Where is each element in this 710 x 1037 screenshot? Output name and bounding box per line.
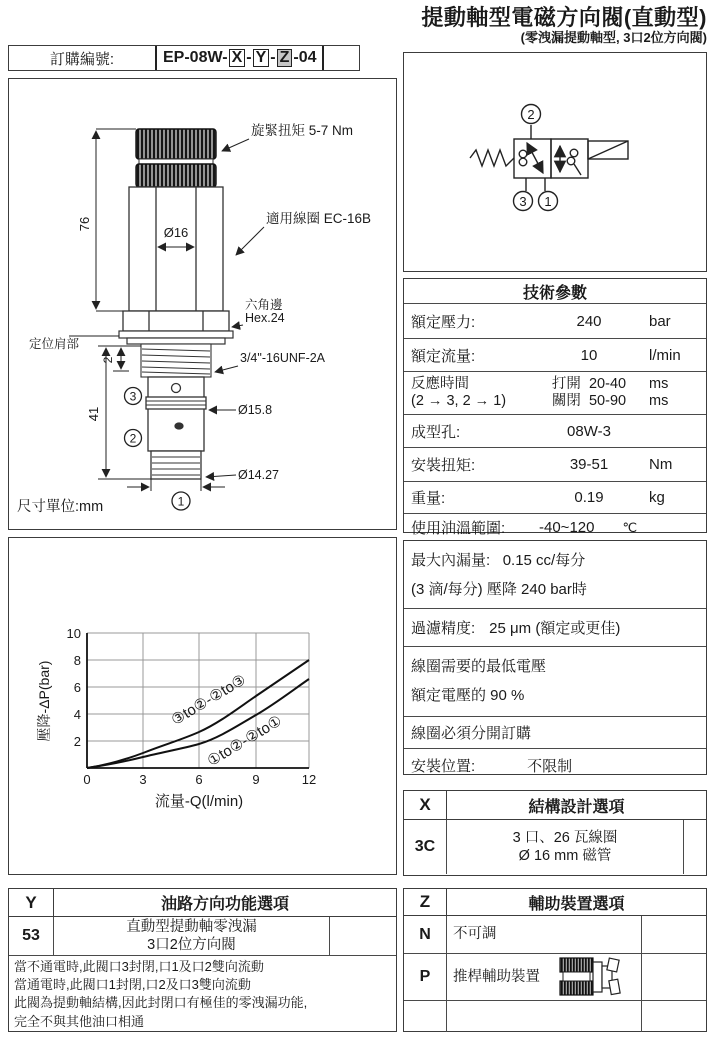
thread-section — [141, 344, 211, 377]
z-option-row-p — [404, 954, 706, 1001]
symbol-port-3 — [514, 192, 533, 211]
install-torque-label: 安裝扭矩: — [411, 457, 476, 474]
leakage-condition: (3 滴/每分) 壓降 240 bar時 — [411, 580, 587, 598]
x-option-description — [447, 820, 684, 874]
response-time-units — [649, 376, 699, 409]
x-option-row-3c — [404, 820, 706, 874]
z-option-row-n — [404, 916, 706, 954]
cavity-label: 成型孔: — [411, 423, 461, 441]
leakage-label: 最大內漏量: — [411, 552, 491, 569]
z-options-header — [404, 889, 706, 916]
chart-xlabel: 流量-Q(l/min) — [154, 793, 244, 810]
rated-pressure-value: 240 — [576, 312, 602, 330]
x-option-line1: 3 口、26 瓦線圈 — [512, 829, 618, 846]
chart-ylabel: 壓降-ΔP(bar) — [36, 660, 52, 742]
poppet-stem — [574, 164, 581, 175]
y-option-empty-cell — [330, 917, 396, 955]
port-1-marker — [172, 492, 190, 510]
coil-callout: 適用線圈 EC-16B — [266, 211, 372, 226]
z-option-n-text: 不可調 — [453, 926, 497, 943]
symbol-port-3-number: 3 — [519, 194, 527, 209]
oil-temp-row — [404, 513, 706, 541]
z-empty-key — [404, 1001, 447, 1032]
function-note-4: 完全不與其他油口相通 — [14, 1013, 145, 1029]
y-options-title: 油路方向功能選項 — [160, 896, 289, 913]
d16-label: Ø16 — [163, 225, 189, 240]
z-option-empty-row — [404, 1001, 706, 1032]
port-1-number: 1 — [177, 494, 185, 509]
solenoid-symbol — [588, 141, 628, 159]
weight-unit: kg — [649, 489, 665, 506]
weight-row — [404, 481, 706, 513]
bottom-dimension — [127, 479, 225, 491]
x-option-empty-cell — [684, 820, 706, 874]
z-option-p-empty-cell — [642, 954, 706, 1000]
valve-drawing-panel — [8, 78, 397, 530]
z-option-p-code: P — [404, 954, 447, 1000]
function-note-1: 當不通電時,此閥口3封閉,口1及口2雙向流動 — [14, 959, 264, 974]
port-3-number: 3 — [129, 389, 137, 404]
z-option-n-empty-cell — [642, 916, 706, 953]
poppet-symbol-right — [570, 149, 578, 157]
response-close-label: 關閉 — [551, 393, 581, 409]
xtick-0: 0 — [83, 772, 91, 787]
dim-2-label: 2 — [101, 356, 115, 364]
x-options-header — [404, 791, 706, 820]
z-empty-side — [642, 1001, 706, 1032]
pressure-drop-chart — [9, 538, 395, 873]
symbol-port-2-number: 2 — [527, 107, 535, 122]
leakage-row — [404, 541, 706, 608]
function-note-2: 當通電時,此閥口1封閉,口2及口3雙向流動 — [14, 977, 251, 993]
symbol-port-1-number: 1 — [544, 194, 552, 209]
filtration-row — [404, 608, 706, 646]
x-tick-labels — [83, 772, 316, 787]
order-number-empty-cell — [324, 46, 359, 70]
filtration-value: 25 μm (額定或更佳) — [489, 620, 621, 637]
rated-pressure-unit: bar — [649, 312, 671, 330]
thread-callout: 3/4"-16UNF-2A — [240, 351, 326, 365]
order-code-sep: - — [246, 49, 252, 66]
symbol-port-1 — [539, 192, 558, 211]
locating-shoulder — [119, 331, 233, 344]
x-option-line2: Ø 16 mm 磁管 — [518, 848, 612, 864]
response-time-values — [529, 376, 649, 409]
y-option-row-53 — [9, 917, 396, 955]
order-number-table — [8, 45, 360, 71]
curve-label-lower: ①to②-②to① — [204, 712, 285, 771]
response-open-value: 20-40 — [588, 376, 627, 393]
mount-position-row — [404, 748, 706, 781]
poppet-symbol-left — [519, 150, 527, 158]
rated-pressure-label: 額定壓力: — [411, 313, 476, 331]
pressure-drop-chart-panel — [8, 537, 397, 875]
coil-voltage-line2: 額定電壓的 90 % — [411, 686, 525, 704]
rated-flow-value: 10 — [580, 346, 598, 364]
torque-callout: 旋緊扭矩 5-7 Nm — [251, 123, 354, 138]
order-code-suffix: -04 — [293, 49, 317, 66]
xtick-9: 9 — [252, 772, 260, 787]
y-option-code: 53 — [9, 917, 54, 955]
rated-flow-row — [404, 338, 706, 371]
order-code-prefix: EP-08W- — [163, 49, 228, 66]
cavity-row — [404, 414, 706, 447]
z-options-table — [403, 888, 707, 1032]
poppet-symbol-right-2 — [567, 157, 575, 165]
y-options-header — [9, 889, 396, 917]
coil-body — [129, 187, 223, 311]
xtick-6: 6 — [195, 772, 203, 787]
tech-params-table — [403, 278, 707, 537]
ytick-4: 4 — [73, 707, 81, 722]
z-option-p-description — [447, 954, 642, 1000]
x-options-table — [403, 790, 707, 876]
push-pin-option-icon — [558, 956, 622, 998]
response-close-value: 50-90 — [588, 393, 627, 409]
port-2-marker — [125, 430, 142, 447]
response-unit-close: ms — [649, 393, 669, 409]
ytick-10: 10 — [66, 626, 81, 641]
page-title: 提動軸型電磁方向閥(直動型) — [421, 5, 707, 30]
dimension-unit-note: 尺寸單位:mm — [17, 499, 104, 515]
x-options-title: 結構設計選項 — [528, 798, 625, 816]
shoulder-callout: 定位肩部 — [29, 337, 80, 351]
order-code-sep: - — [270, 49, 276, 66]
order-code-x-option: X — [229, 49, 246, 68]
oil-temp-label: 使用油溫範圍: — [411, 520, 506, 537]
flow-arrow-left — [527, 143, 543, 173]
y-option-line1: 直動型提動軸零洩漏 — [126, 918, 257, 935]
response-time-label-2: (2 → 3, 2 → 1) — [411, 393, 507, 409]
rated-flow-unit: l/min — [649, 346, 681, 364]
port-2-number: 2 — [129, 431, 137, 446]
rated-flow-label: 額定流量: — [411, 347, 476, 365]
order-number-label: 訂購編號: — [49, 50, 115, 68]
coil-voltage-row — [404, 646, 706, 716]
xtick-12: 12 — [301, 772, 317, 787]
ytick-6: 6 — [73, 680, 81, 695]
function-notes — [9, 955, 396, 1033]
y-option-description — [54, 917, 330, 955]
weight-label: 重量: — [411, 490, 446, 507]
page-subtitle: (零洩漏提動軸型, 3口2位方向閥) — [520, 30, 707, 45]
response-open-label: 打開 — [551, 376, 581, 393]
install-torque-value: 39-51 — [569, 456, 609, 473]
hex-nut — [123, 311, 229, 331]
hydraulic-symbol — [404, 53, 705, 270]
hydraulic-symbol-panel — [403, 52, 707, 272]
oil-temp-unit: ℃ — [622, 519, 638, 535]
coil-order-note-row — [404, 716, 706, 748]
coil-voltage-line1: 線圈需要的最低電壓 — [411, 658, 547, 675]
order-code-y-option: Y — [253, 49, 270, 68]
z-empty-main — [447, 1001, 642, 1032]
response-time-row — [404, 371, 706, 414]
order-number-code — [155, 46, 324, 70]
y-options-table — [8, 888, 397, 1032]
z-option-p-text: 推桿輔助裝置 — [453, 968, 540, 985]
cartridge-body — [146, 377, 206, 479]
dim-41-label: 41 — [86, 406, 101, 422]
port-3-marker — [125, 388, 142, 405]
knurled-cap — [136, 129, 216, 187]
weight-value: 0.19 — [574, 489, 604, 506]
tech-params-table-2 — [403, 540, 707, 775]
y-tick-labels — [67, 626, 81, 749]
d1427-label: Ø14.27 — [238, 468, 280, 482]
z-options-title: 輔助裝置選項 — [528, 895, 625, 913]
x-options-key: X — [404, 791, 447, 819]
install-torque-row — [404, 447, 706, 481]
leakage-value: 0.15 cc/每分 — [502, 552, 586, 569]
z-option-n-code: N — [404, 916, 447, 953]
curve-label-upper: ③to②-②to③ — [168, 671, 249, 730]
spring-symbol — [470, 150, 514, 166]
tech-params-title: 技術參數 — [522, 284, 587, 302]
x-option-code: 3C — [404, 820, 447, 874]
valve-position-left — [514, 139, 551, 178]
xtick-3: 3 — [139, 772, 147, 787]
d158-label: Ø15.8 — [238, 403, 273, 417]
response-unit-open: ms — [649, 376, 669, 393]
oil-temp-value: -40~120 — [539, 519, 595, 536]
valve-position-right — [551, 139, 588, 178]
mount-position-label: 安裝位置: — [411, 757, 476, 775]
order-code-z-option: Z — [277, 49, 293, 68]
cavity-value: 08W-3 — [567, 422, 611, 440]
z-option-n-description — [447, 916, 642, 953]
y-options-key: Y — [9, 889, 54, 916]
poppet-symbol-left-2 — [519, 158, 527, 166]
response-time-label — [411, 376, 529, 409]
mount-position-value: 不限制 — [527, 757, 573, 775]
response-time-label-1: 反應時間 — [411, 376, 469, 393]
coil-order-note: 線圈必須分開訂購 — [411, 725, 532, 742]
z-options-key: Z — [404, 889, 447, 915]
function-note-3: 此閥為提動軸結構,因此封閉口有極佳的零洩漏功能, — [14, 995, 308, 1011]
hex-callout-cn: 六角邊 — [245, 298, 283, 312]
filtration-label: 過濾精度: — [411, 620, 476, 637]
dim-76-label: 76 — [77, 216, 92, 232]
rated-pressure-row — [404, 303, 706, 338]
symbol-port-2 — [522, 105, 541, 124]
ytick-8: 8 — [73, 653, 81, 668]
hex-callout-en: Hex.24 — [245, 311, 285, 325]
install-torque-unit: Nm — [649, 456, 673, 473]
ytick-2: 2 — [73, 734, 81, 749]
y-option-line2: 3口2位方向閥 — [147, 937, 236, 953]
valve-drawing — [9, 79, 395, 528]
